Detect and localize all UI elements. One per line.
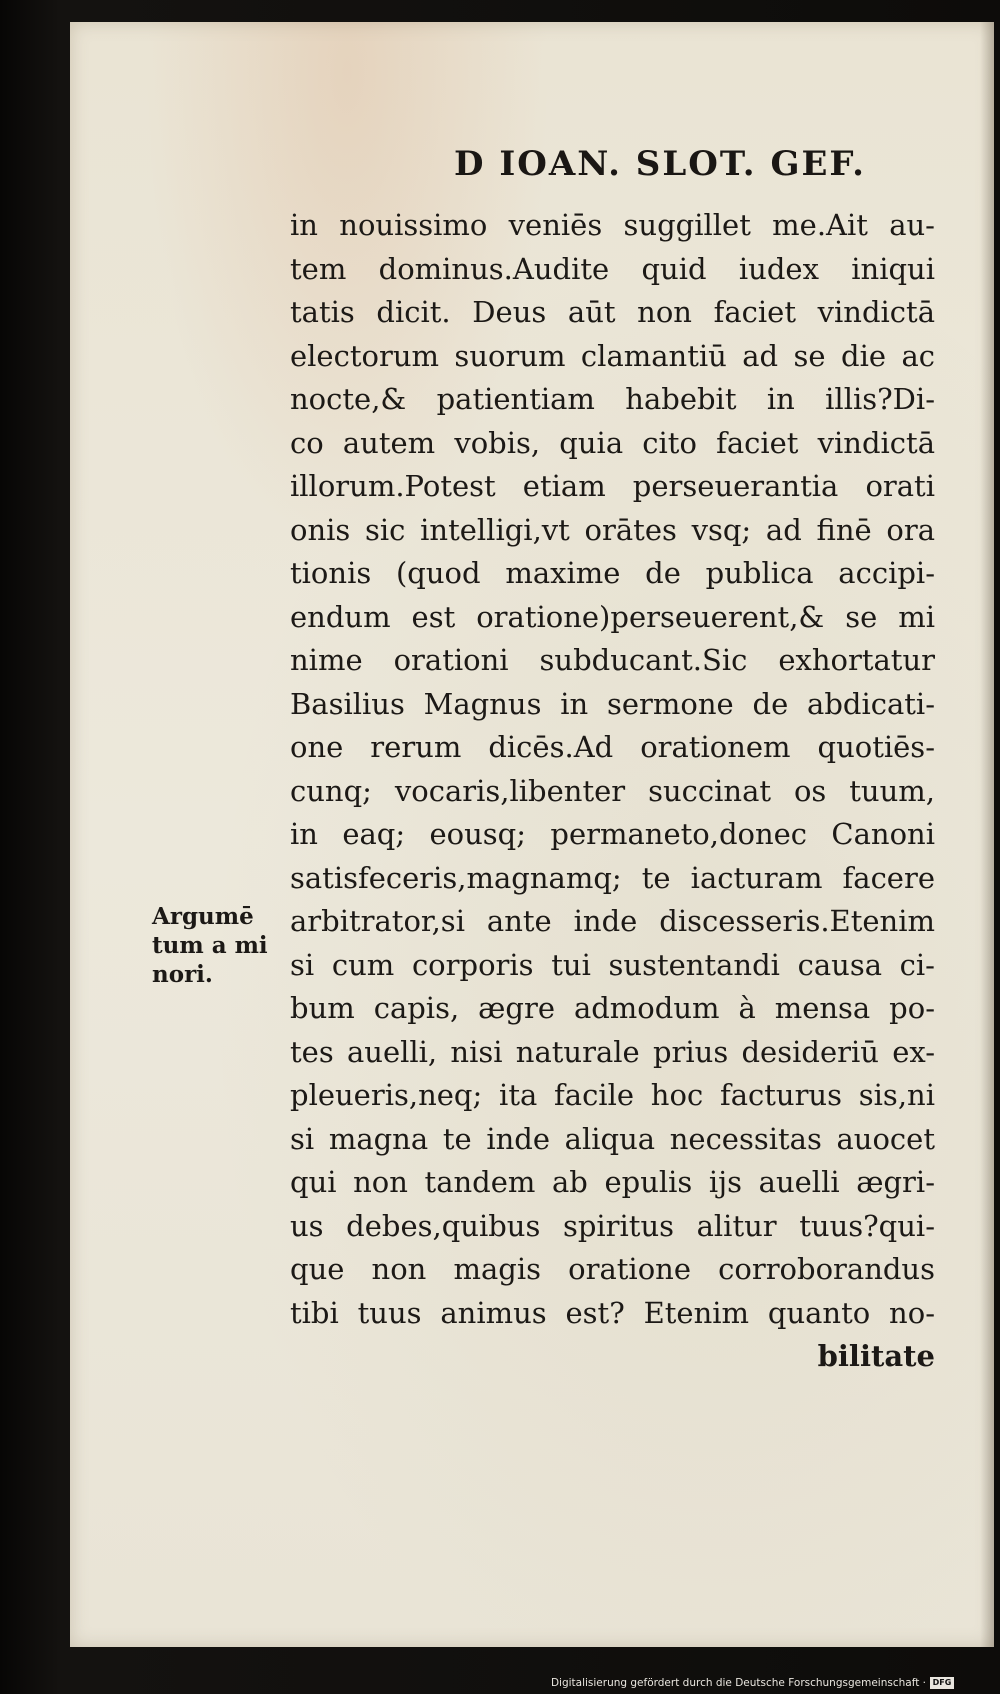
text-line: nime orationi subducant.Sic exhortatur — [290, 643, 935, 677]
text-line: si cum corporis tui sustentandi causa ci- — [290, 947, 935, 982]
marginal-note-line: tum a mi — [152, 932, 268, 959]
text-line: one rerum dicēs.Ad orationem quotiēs- — [290, 730, 935, 764]
text-line: que non magis oratione corroborandus — [290, 1252, 935, 1286]
text-line: tem dominus.Audite quid iudex iniqui — [290, 251, 935, 286]
text-line: electorum suorum clamantiū ad se die ac — [290, 338, 935, 373]
text-line: tes auelli, nisi naturale prius desideriū ex- — [290, 1034, 935, 1069]
text-line: pleueris,neq; ita facile hoc facturus sis,ni — [290, 1078, 935, 1112]
text-line: co autem vobis, quia cito faciet vindictā — [290, 425, 935, 460]
page-edge-shadow — [980, 22, 994, 1647]
marginal-note-line: nori. — [152, 961, 213, 988]
main-text-block — [290, 204, 935, 1379]
text-line: qui non tandem ab epulis ijs auelli ægri- — [290, 1165, 935, 1199]
text-line: cunq; vocaris,libenter succinat os tuum, — [290, 773, 935, 808]
text-line: us debes,quibus spiritus alitur tuus?qui- — [290, 1208, 935, 1243]
digitization-credit — [551, 1675, 954, 1691]
text-line: onis sic intelligi,vt orātes vsq; ad finē ora — [290, 512, 935, 547]
text-line: si magna te inde aliqua necessitas auocet — [290, 1121, 935, 1156]
text-line: tatis dicit. Deus aūt non faciet vindictā — [290, 295, 935, 329]
text-line: arbitrator,si ante inde discesseris.Etenim — [290, 904, 935, 938]
text-line: satisfeceris,magnamq; te iacturam facere — [290, 860, 935, 895]
text-line: in eaq; eousq; permaneto,donec Canoni — [290, 817, 935, 851]
text-line: Basilius Magnus in sermone de abdicati- — [290, 686, 935, 721]
running-head: D IOAN. SLOT. GEF. — [454, 144, 866, 184]
text-line: tionis (quod maxime de publica accipi- — [290, 556, 935, 590]
text-line: in nouissimo veniēs suggillet me.Ait au- — [290, 208, 935, 242]
dfg-logo-icon: DFG — [930, 1677, 954, 1689]
text-line: endum est oratione)perseuerent,& se mi — [290, 599, 935, 634]
marginal-note-line: Argumē — [152, 903, 254, 930]
book-page — [70, 22, 994, 1647]
text-line: nocte,& patientiam habebit in illis?Di- — [290, 382, 935, 416]
credit-text: Digitalisierung gefördert durch die Deutsche Forschungsgemeinschaft · — [550, 1677, 926, 1689]
text-line: illorum.Potest etiam perseuerantia orati — [290, 469, 935, 503]
text-line: tibi tuus animus est? Etenim quanto no- — [290, 1295, 935, 1330]
text-line: bum capis, ægre admodum à mensa po- — [290, 991, 935, 1025]
catchword: bilitate — [817, 1339, 935, 1373]
marginal-note — [152, 902, 282, 989]
